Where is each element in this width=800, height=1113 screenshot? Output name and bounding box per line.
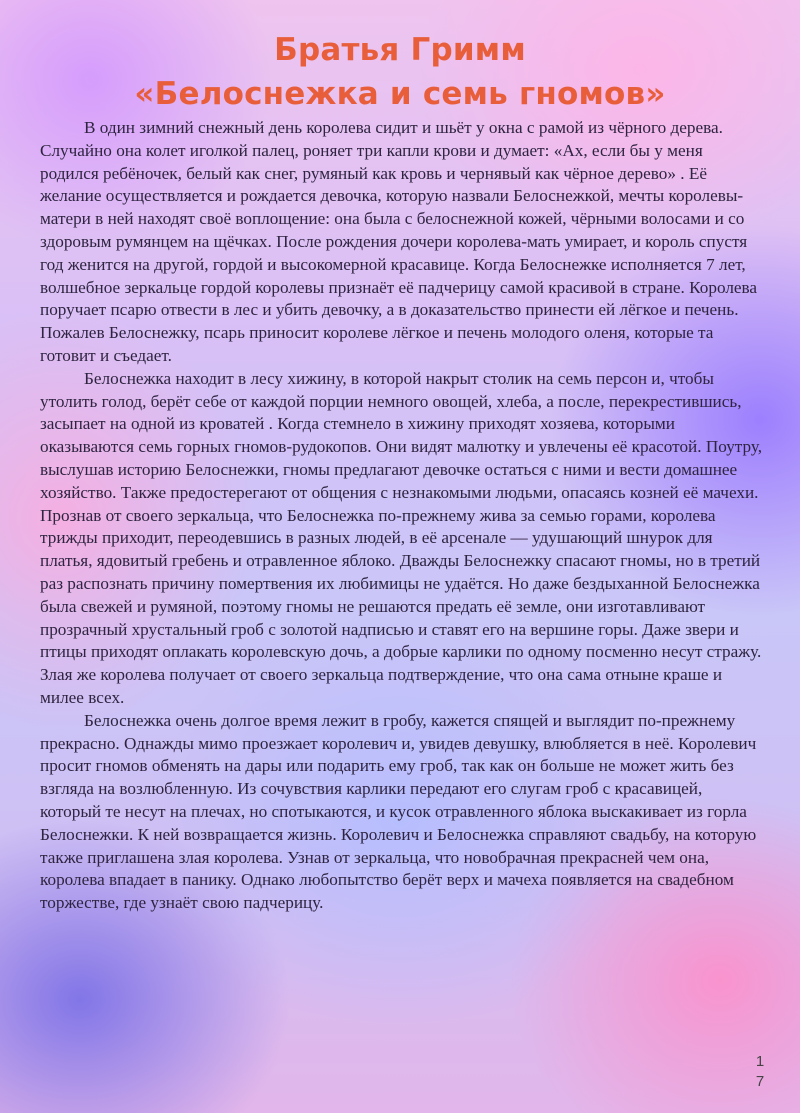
page-number: 17 [755,1053,765,1090]
title-work: «Белоснежка и семь гномов» [134,76,666,112]
paragraph-1: В один зимний снежный день королева сидит и шьёт у окна с рамой из чёрного дерева. Случайно она колет иголкой палец, роняет три капли крови и думает: «Ах, если бы у меня родился ребёночек, белый как снег, румяный как кровь и чернявый как чёрное дерево» . Её желание осуществляется и рождается девочка, которую назвали Белоснежкой, мечты королевы-матери в ней находят своё воплощение: она была с белоснежной кожей, чёрными волосами и со здоровым румянцем на щёчках. После рождения дочери королева-мать умирает, и король спустя год женится на другой, гордой и высокомерной красавице. Когда Белоснежке исполняется 7 лет, волшебное зеркальце гордой королевы признаёт её падчерицу самой красивой в стране. Королева поручает псарю отвести в лес и убить девочку, а в доказательство принести ей лёгкое и печень. Пожалев Белоснежку, псарь приносит королеве лёгкое и печень молодого оленя, которые та готовит и съедает. [40,118,758,365]
title-author: Братья Гримм [274,32,526,68]
page-title [0,28,800,116]
paragraph-2: Белоснежка находит в лесу хижину, в которой накрыт столик на семь персон и, чтобы утолить голод, берёт себе от каждой порции немного овощей, хлеба, а после, перекрестившись, засыпает на одной из кроватей . Когда стемнело в хижину приходят хозяева, которыми оказываются семь горных гномов-рудокопов. Они видят малютку и увлечены её красотой. Поутру, выслушав историю Белоснежки, гномы предлагают девочке остаться с ними и вести домашнее хозяйство. Также предостерегают от общения с незнакомыми людьми, опасаясь козней её мачехи. Прознав от своего зеркальца, что Белоснежка по-прежнему жива за семью горами, королева трижды приходит, переодевшись в разных людей, в её арсенале — удушающий шнурок для платья, ядовитый гребень и отравленное яблоко. Дважды Белоснежку спасают гномы, но в третий раз распознать причину помертвения их любимицы не удаётся. Но даже бездыханной Белоснежка была свежей и румяной, поэтому гномы не решаются предать её земле, они изготавливают прозрачный хрустальный гроб с золотой надписью и ставят его на вершине горы. Даже звери и птицы приходят оплакать королевскую дочь, а добрые карлики по одному посменно несут стражу. Злая же королева получает от своего зеркальца подтверждение, что она сама отныне краше и милее всех. [40,368,763,707]
story-text [40,117,764,915]
paragraph-3: Белоснежка очень долгое время лежит в гробу, кажется спящей и выглядит по-прежнему прекрасно. Однажды мимо проезжает королевич и, увидев девушку, влюбляется в неё. Королевич просит гномов обменять на дары или подарить ему гроб, так как он больше не может жить без взгляда на возлюбленную. Из сочувствия карлики передают его слугам гроб с красавицей, который те несут на плечах, но спотыкаются, и кусок отравленного яблока выскакивает из горла Белоснежки. К ней возвращается жизнь. Королевич и Белоснежка справляют свадьбу, на которую также приглашена злая королева. Узнав от зеркальца, что новобрачная прекрасней чем она, королева впадает в панику. Однако любопытство берёт верх и мачеха появляется на свадебном торжестве, где узнаёт свою падчерицу. [40,710,757,913]
